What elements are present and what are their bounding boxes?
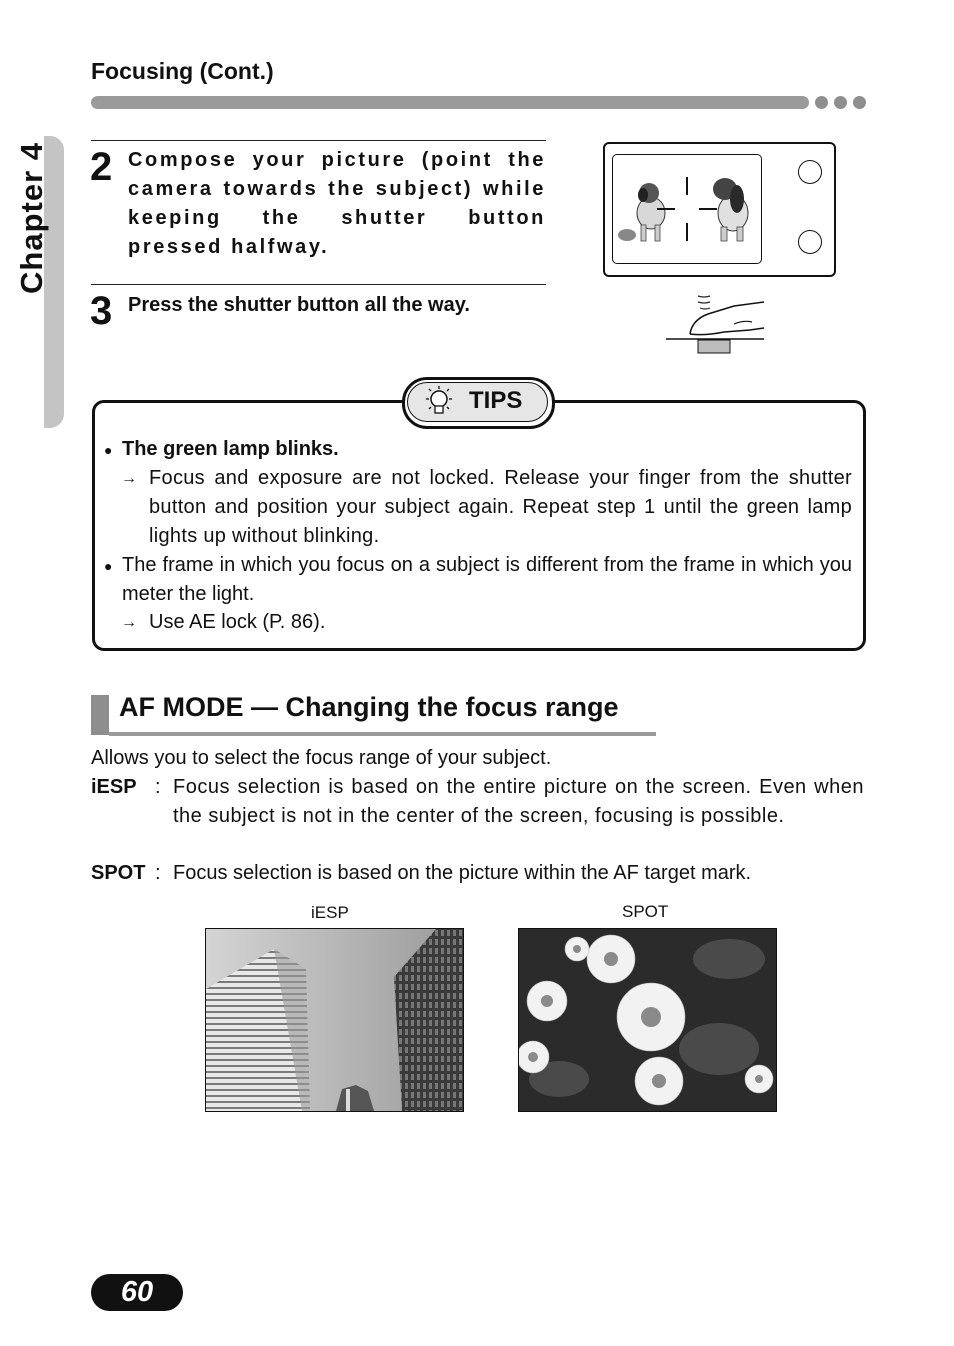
- heading-marker: [91, 695, 109, 735]
- photo-caption: iESP: [311, 903, 349, 922]
- camera-button-icon: [798, 230, 822, 254]
- tips-label: TIPS: [469, 387, 523, 414]
- camera-button-icon: [798, 160, 822, 184]
- page-number: 60: [120, 1276, 154, 1308]
- step-number: 2: [90, 145, 113, 189]
- shutter-press-icon: [664, 290, 768, 356]
- mode-name: SPOT: [91, 862, 146, 884]
- tip-text: The frame in which you focus on a subject is different from the frame in which you meter the light.: [122, 554, 852, 605]
- tip-bullet-icon: ●: [104, 558, 113, 574]
- header-rule: [91, 96, 809, 109]
- tip-detail: Focus and exposure are not locked. Release your finger from the shutter button and position your subject again. Repeat step 1 until the green lamp lights up without blinking.: [149, 467, 852, 547]
- step-text: Compose your picture (point the camera towards the subject) while keeping the shutter button pressed halfway.: [128, 149, 546, 258]
- tip-heading: The green lamp blinks.: [122, 438, 339, 460]
- monitor-screen: [612, 154, 762, 264]
- heading-underline: [109, 732, 656, 736]
- section-label: Focusing (Cont.): [91, 58, 274, 84]
- step-number: 3: [90, 289, 113, 333]
- header-dot: [815, 96, 828, 109]
- mode-description: Focus selection is based on the entire picture on the screen. Even when the subject is not in the center of the screen, focusing is possible.: [173, 776, 864, 827]
- buildings-photo: [205, 928, 464, 1112]
- dogs-photo: [613, 155, 761, 263]
- mode-name: iESP: [91, 776, 137, 798]
- step-divider: [91, 284, 546, 285]
- arrow-icon: →: [121, 470, 137, 487]
- chapter-tab-label: Chapter 4: [14, 142, 49, 294]
- tip-bullet-icon: ●: [104, 442, 113, 458]
- mode-description: Focus selection is based on the picture within the AF target mark.: [173, 862, 752, 884]
- header-dot: [853, 96, 866, 109]
- lightbulb-icon: [421, 385, 457, 419]
- arrow-icon: →: [121, 614, 137, 631]
- section-heading: AF MODE — Changing the focus range: [119, 692, 619, 722]
- step-divider: [91, 140, 546, 141]
- mode-separator: :: [155, 862, 161, 884]
- intro-text: Allows you to select the focus range of your subject.: [91, 747, 552, 769]
- photo-caption: SPOT: [622, 902, 669, 921]
- tip-detail: Use AE lock (P. 86).: [149, 611, 326, 633]
- flowers-photo: [518, 928, 777, 1112]
- header-dot: [834, 96, 847, 109]
- step-text: Press the shutter button all the way.: [128, 294, 470, 316]
- mode-separator: :: [155, 776, 161, 798]
